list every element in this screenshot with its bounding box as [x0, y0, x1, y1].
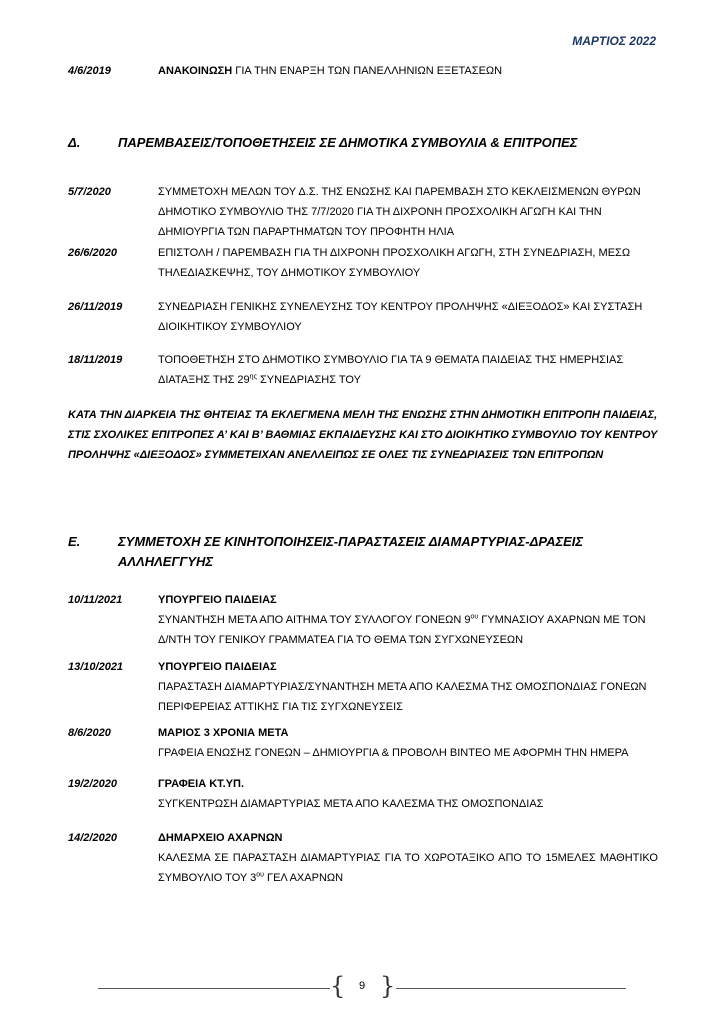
entry-date: 26/11/2019: [68, 301, 123, 313]
section-e-entry: [68, 590, 658, 650]
superscript: ου: [470, 613, 479, 621]
entry-text-part: ΓΥΜΝΑΣΙΟΥ ΑΧΑΡΝΩΝ ΜΕ ΤΟΝ Δ/ΝΤΗ ΤΟΥ ΓΕΝΙΚΟΥ ΓΡΑΜΜΑΤΕΑ ΓΙΑ ΤΟ ΘΕΜΑ ΤΩΝ ΣΥΓΧΩΝΕΥΣΕΩΝ: [158, 614, 646, 646]
section-e-entry: [68, 774, 658, 814]
entry-heading: ΜΑΡΙΟΣ 3 ΧΡΟΝΙΑ ΜΕΤΑ: [158, 727, 289, 739]
footer-bracket-left: {: [330, 972, 346, 1000]
entry-heading: ΥΠΟΥΡΓΕΙΟ ΠΑΙΔΕΙΑΣ: [158, 661, 277, 673]
entry-text-part: ΓΕΛ ΑΧΑΡΝΩΝ: [263, 872, 344, 884]
entry-date: 26/6/2020: [68, 247, 117, 259]
section-e-entry: [68, 723, 658, 763]
entry-text: ΣΥΓΚΕΝΤΡΩΣΗ ΔΙΑΜΑΡΤΥΡΙΑΣ ΜΕΤΑ ΑΠΟ ΚΑΛΕΣΜΑ ΤΗΣ ΟΜΟΣΠΟΝΔΙΑΣ: [158, 798, 544, 810]
header-date: ΜΑΡΤΙΟΣ 2022: [572, 34, 656, 48]
section-d-heading: ΠΑΡΕΜΒΑΣΕΙΣ/ΤΟΠΟΘΕΤΗΣΕΙΣ ΣΕ ΔΗΜΟΤΙΚΑ ΣΥΜΒΟΥΛΙΑ & ΕΠΙΤΡΟΠΕΣ: [118, 135, 578, 150]
footer-rule-right: [396, 988, 626, 989]
entry-heading: ΓΡΑΦΕΙΑ ΚΤ.ΥΠ.: [158, 778, 245, 790]
entry-text-part: ΣΥΝΕΔΡΙΑΣΗΣ ΤΟΥ: [256, 374, 361, 386]
superscript: ου: [256, 871, 264, 879]
section-d-entry: [68, 243, 658, 283]
entry-date: 5/7/2020: [68, 186, 111, 198]
entry-date: 18/11/2019: [68, 354, 123, 366]
entry-heading: ΥΠΟΥΡΓΕΙΟ ΠΑΙΔΕΙΑΣ: [158, 594, 277, 606]
entry-text-part: ΣΥΝΑΝΤΗΣΗ ΜΕΤΑ ΑΠΟ ΑΙΤΗΜΑ ΤΟΥ ΣΥΛΛΟΓΟΥ ΓΟΝΕΩΝ 9: [158, 614, 471, 626]
entry-date: 8/6/2020: [68, 727, 111, 739]
entry-text: ΠΑΡΑΣΤΑΣΗ ΔΙΑΜΑΡΤΥΡΙΑΣ/ΣΥΝΑΝΤΗΣΗ ΜΕΤΑ ΑΠΟ ΚΑΛΕΣΜΑ ΤΗΣ ΟΜΟΣΠΟΝΔΙΑΣ ΓΟΝΕΩΝ ΠΕΡΙΦΕΡΕΙΑΣ ΑΤΤΙΚΗΣ ΓΙΑ ΤΙΣ ΣΥΓΧΩΝΕΥΣΕΙΣ: [158, 681, 647, 713]
section-e-entry: [68, 657, 658, 717]
entry-text: ΓΡΑΦΕΙΑ ΕΝΩΣΗΣ ΓΟΝΕΩΝ – ΔΗΜΙΟΥΡΓΙΑ & ΠΡΟΒΟΛΗ ΒΙΝΤΕΟ ΜΕ ΑΦΟΡΜΗ ΤΗΝ ΗΜΕΡΑ: [158, 747, 629, 759]
superscript: ης: [249, 373, 257, 381]
section-d-entry: [68, 182, 658, 242]
footer-rule-left: [98, 988, 330, 989]
section-d-title: [68, 133, 638, 153]
section-e-letter: Ε.: [68, 534, 81, 549]
section-d-letter: Δ.: [68, 135, 81, 150]
participation-note: ΚΑΤΑ ΤΗΝ ΔΙΑΡΚΕΙΑ ΤΗΣ ΘΗΤΕΙΑΣ ΤΑ ΕΚΛΕΓΜΕΝΑ ΜΕΛΗ ΤΗΣ ΕΝΩΣΗΣ ΣΤΗΝ ΔΗΜΟΤΙΚΗ ΕΠΙΤΡΟΠΗ ΠΑΙΔΕΙΑΣ, ΣΤΙΣ ΣΧΟΛΙΚΕΣ ΕΠΙΤΡΟΠΕΣ Α’ ΚΑΙ Β’ ΒΑΘΜΙΑΣ ΕΚΠΑΙΔΕΥΣΗΣ ΚΑΙ ΣΤΟ ΔΙΟΙΚΗΤΙΚΟ ΣΥΜΒΟΥΛΙΟ ΤΟΥ ΚΕΝΤΡΟΥ ΠΡΟΛΗΨΗΣ «ΔΙΕΞΟΔΟΣ» ΣΥΜΜΕΤΕΙΧΑΝ ΑΝΕΛΛΕΙΠΩΣ ΣΕ ΟΛΕΣ ΤΙΣ ΣΥΝΕΔΡΙΑΣΕΙΣ ΤΩΝ ΕΠΙΤΡΟΠΩΝ: [68, 409, 658, 461]
entry-text: [158, 610, 658, 650]
entry-date: 13/10/2021: [68, 661, 124, 673]
entry-text: ΣΥΜΜΕΤΟΧΗ ΜΕΛΩΝ ΤΟΥ Δ.Σ. ΤΗΣ ΕΝΩΣΗΣ ΚΑΙ ΠΑΡΕΜΒΑΣΗ ΣΤΟ ΚΕΚΛΕΙΣΜΕΝΩΝ ΘΥΡΩΝ ΔΗΜΟΤΙΚΟ ΣΥΜΒΟΥΛΙΟ ΤΗΣ 7/7/2020 ΓΙΑ ΤΗ ΔΙΧΡΟΝΗ ΠΡΟΣΧΟΛΙΚΗ ΑΓΩΓΗ ΚΑΙ ΤΗΝ ΔΗΜΙΟΥΡΓΙΑ ΤΩΝ ΠΑΡΑΡΤΗΜΑΤΩΝ ΤΟΥ ΠΡΟΦΗΤΗ ΗΛΙΑ: [158, 186, 641, 238]
footer-bracket-right: }: [380, 972, 396, 1000]
entry-date: 19/2/2020: [68, 778, 117, 790]
section-d-entry: [68, 350, 658, 390]
entry-text: [158, 848, 658, 888]
entry-date: 4/6/2019: [68, 65, 111, 77]
entry-text-part: ΚΑΛΕΣΜΑ ΣΕ ΠΑΡΑΣΤΑΣΗ ΔΙΑΜΑΡΤΥΡΙΑΣ ΓΙΑ ΤΟ ΧΩΡΟΤΑΞΙΚΟ ΑΠΟ ΤΟ 15ΜΕΛΕΣ ΜΑΘΗΤΙΚΟ ΣΥΜΒΟΥΛΙΟ ΤΟΥ 3: [158, 852, 658, 884]
section-e-heading: ΣΥΜΜΕΤΟΧΗ ΣΕ ΚΙΝΗΤΟΠΟΙΗΣΕΙΣ-ΠΑΡΑΣΤΑΣΕΙΣ ΔΙΑΜΑΡΤΥΡΙΑΣ-ΔΡΑΣΕΙΣ ΑΛΛΗΛΕΓΓΥΗΣ: [118, 534, 584, 569]
entry-date: 10/11/2021: [68, 594, 123, 606]
entry-text: [158, 350, 658, 390]
section-e-entry: [68, 828, 658, 888]
entry-text: ΓΙΑ ΤΗΝ ΕΝΑΡΞΗ ΤΩΝ ΠΑΝΕΛΛΗΝΙΩΝ ΕΞΕΤΑΣΕΩΝ: [235, 65, 503, 77]
top-entry: [68, 65, 502, 77]
page-number: 9: [358, 980, 366, 992]
entry-date: 14/2/2020: [68, 832, 117, 844]
entry-text-part: ΤΟΠΟΘΕΤΗΣΗ ΣΤΟ ΔΗΜΟΤΙΚΟ ΣΥΜΒΟΥΛΙΟ ΓΙΑ ΤΑ 9 ΘΕΜΑΤΑ ΠΑΙΔΕΙΑΣ ΤΗΣ ΗΜΕΡΗΣΙΑΣ ΔΙΑΤΑΞΗΣ ΤΗΣ 29: [158, 354, 624, 386]
entry-heading: ΔΗΜΑΡΧΕΙΟ ΑΧΑΡΝΩΝ: [158, 832, 283, 844]
entry-text: ΕΠΙΣΤΟΛΗ / ΠΑΡΕΜΒΑΣΗ ΓΙΑ ΤΗ ΔΙΧΡΟΝΗ ΠΡΟΣΧΟΛΙΚΗ ΑΓΩΓΗ, ΣΤΗ ΣΥΝΕΔΡΙΑΣΗ, ΜΕΣΩ ΤΗΛΕΔΙΑΣΚΕΨΗΣ, ΤΟΥ ΔΗΜΟΤΙΚΟΥ ΣΥΜΒΟΥΛΙΟΥ: [158, 247, 631, 279]
section-d-entry: [68, 297, 658, 337]
entry-text: ΣΥΝΕΔΡΙΑΣΗ ΓΕΝΙΚΗΣ ΣΥΝΕΛΕΥΣΗΣ ΤΟΥ ΚΕΝΤΡΟΥ ΠΡΟΛΗΨΗΣ «ΔΙΕΞΟΔΟΣ» ΚΑΙ ΣΥΣΤΑΣΗ ΔΙΟΙΚΗΤΙΚΟΥ ΣΥΜΒΟΥΛΙΟΥ: [158, 301, 643, 333]
section-e-title: [68, 532, 638, 572]
announcement-label: ΑΝΑΚΟΙΝΩΣΗ: [158, 65, 233, 77]
